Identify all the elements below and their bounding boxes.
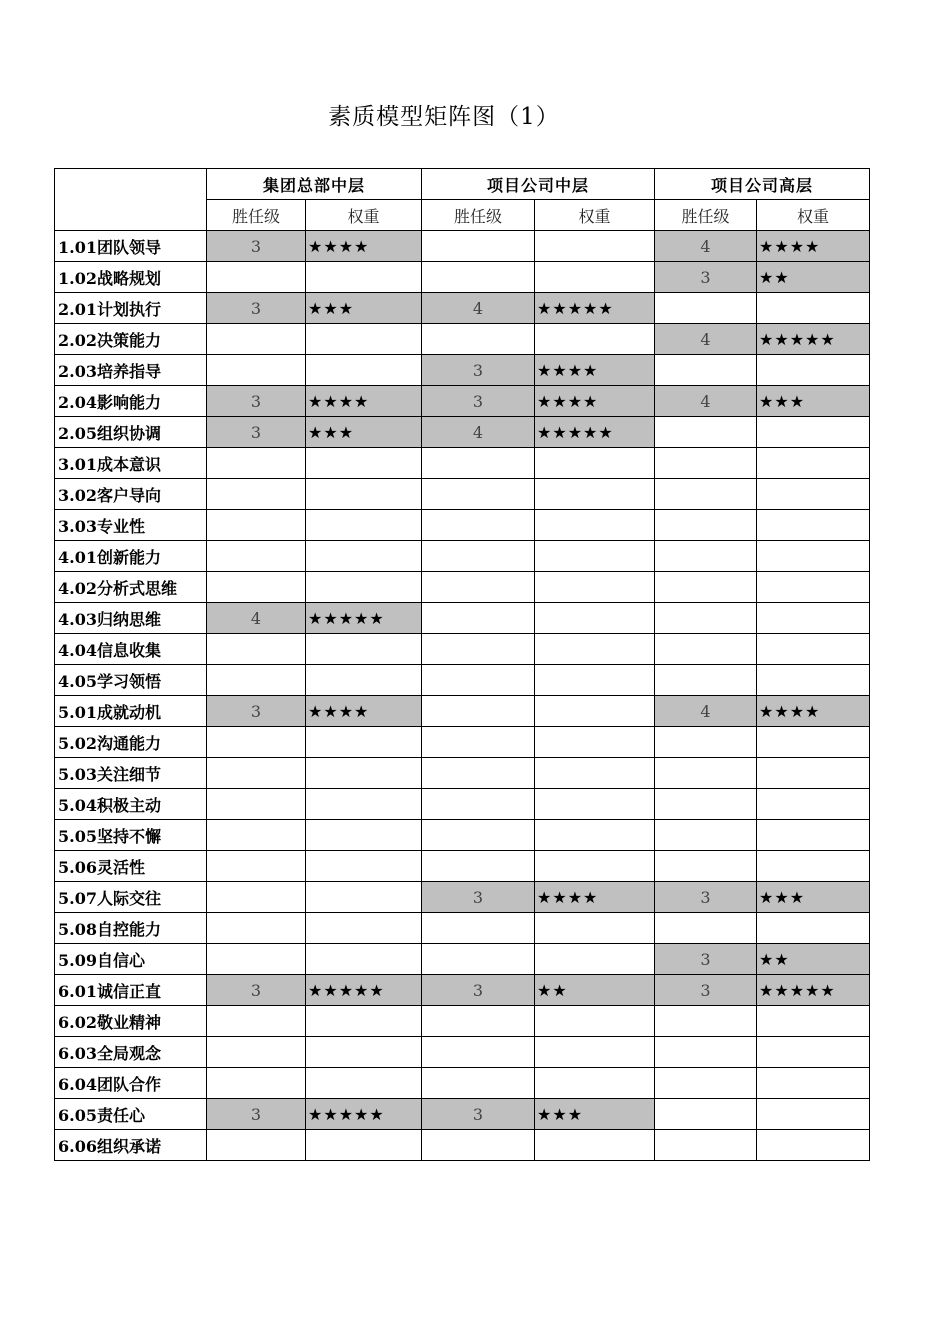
weight-stars-cell (757, 789, 870, 820)
weight-stars-cell: ★★★★★ (306, 1099, 422, 1130)
weight-stars-cell: ★★★ (306, 293, 422, 324)
weight-stars-cell: ★★★★ (535, 882, 655, 913)
level-cell (422, 913, 535, 944)
weight-stars-cell (535, 1006, 655, 1037)
level-cell (207, 820, 306, 851)
weight-stars-cell (306, 727, 422, 758)
competency-label: 5.04积极主动 (55, 789, 207, 820)
competency-label: 2.03培养指导 (55, 355, 207, 386)
level-cell (655, 448, 757, 479)
competency-label: 4.02分析式思维 (55, 572, 207, 603)
level-cell (207, 851, 306, 882)
sub-header-level: 胜任级 (207, 200, 306, 231)
weight-stars-cell (306, 944, 422, 975)
weight-stars-cell (535, 448, 655, 479)
level-cell (655, 634, 757, 665)
table-row (55, 665, 870, 696)
weight-stars-cell (535, 324, 655, 355)
weight-stars-cell (306, 634, 422, 665)
weight-stars-cell: ★★★★ (535, 355, 655, 386)
level-cell: 3 (207, 293, 306, 324)
weight-stars-cell (535, 541, 655, 572)
weight-stars-cell (757, 634, 870, 665)
weight-stars-cell (306, 851, 422, 882)
table-row (55, 975, 870, 1006)
level-cell (422, 1068, 535, 1099)
level-cell (655, 1099, 757, 1130)
level-cell (655, 572, 757, 603)
level-cell (655, 665, 757, 696)
competency-label: 6.01诚信正直 (55, 975, 207, 1006)
weight-stars-cell (535, 1037, 655, 1068)
table-row (55, 1130, 870, 1161)
weight-stars-cell (306, 479, 422, 510)
weight-stars-cell (757, 479, 870, 510)
competency-label: 6.03全局观念 (55, 1037, 207, 1068)
weight-stars-cell (535, 789, 655, 820)
level-cell (655, 851, 757, 882)
level-cell: 3 (655, 882, 757, 913)
weight-stars-cell: ★★★ (306, 417, 422, 448)
weight-stars-cell (757, 448, 870, 479)
weight-stars-cell (535, 231, 655, 262)
table-row (55, 572, 870, 603)
level-cell (655, 789, 757, 820)
competency-label: 3.03专业性 (55, 510, 207, 541)
level-cell: 3 (207, 696, 306, 727)
competency-label: 1.02战略规划 (55, 262, 207, 293)
level-cell (207, 1006, 306, 1037)
competency-matrix-table (54, 168, 870, 1161)
weight-stars-cell (757, 1037, 870, 1068)
level-cell (422, 727, 535, 758)
table-row (55, 293, 870, 324)
sub-header-weight: 权重 (306, 200, 422, 231)
competency-label: 5.08自控能力 (55, 913, 207, 944)
level-cell: 4 (655, 696, 757, 727)
competency-label: 1.01团队领导 (55, 231, 207, 262)
weight-stars-cell (306, 541, 422, 572)
weight-stars-cell (306, 820, 422, 851)
weight-stars-cell (535, 727, 655, 758)
table-row (55, 417, 870, 448)
level-cell (207, 665, 306, 696)
level-cell (207, 913, 306, 944)
table-row (55, 448, 870, 479)
level-cell (207, 1037, 306, 1068)
level-cell (207, 727, 306, 758)
competency-label: 5.06灵活性 (55, 851, 207, 882)
group-header-project-middle: 项目公司中层 (422, 169, 655, 200)
level-cell (422, 510, 535, 541)
level-cell (655, 1068, 757, 1099)
table-row (55, 1068, 870, 1099)
weight-stars-cell: ★★★ (757, 882, 870, 913)
table-row (55, 851, 870, 882)
level-cell (655, 913, 757, 944)
level-cell (422, 634, 535, 665)
weight-stars-cell (757, 1130, 870, 1161)
competency-label: 3.01成本意识 (55, 448, 207, 479)
table-row (55, 541, 870, 572)
level-cell (207, 262, 306, 293)
weight-stars-cell (757, 417, 870, 448)
group-header-row (55, 169, 870, 200)
weight-stars-cell (306, 510, 422, 541)
weight-stars-cell (757, 727, 870, 758)
level-cell (422, 231, 535, 262)
weight-stars-cell: ★★★ (535, 1099, 655, 1130)
level-cell (655, 727, 757, 758)
level-cell (655, 820, 757, 851)
table-row (55, 696, 870, 727)
table-row (55, 727, 870, 758)
weight-stars-cell: ★★★★ (757, 696, 870, 727)
level-cell (655, 1130, 757, 1161)
weight-stars-cell (306, 355, 422, 386)
table-row (55, 634, 870, 665)
competency-label: 2.05组织协调 (55, 417, 207, 448)
level-cell (422, 1037, 535, 1068)
level-cell (422, 603, 535, 634)
weight-stars-cell (757, 541, 870, 572)
level-cell (422, 820, 535, 851)
weight-stars-cell (535, 820, 655, 851)
weight-stars-cell (306, 572, 422, 603)
competency-label: 5.01成就动机 (55, 696, 207, 727)
weight-stars-cell (535, 1130, 655, 1161)
weight-stars-cell (535, 572, 655, 603)
weight-stars-cell (535, 665, 655, 696)
weight-stars-cell (306, 1037, 422, 1068)
level-cell (207, 479, 306, 510)
weight-stars-cell (306, 758, 422, 789)
level-cell (207, 324, 306, 355)
level-cell (422, 572, 535, 603)
weight-stars-cell (535, 479, 655, 510)
level-cell (207, 882, 306, 913)
weight-stars-cell (535, 696, 655, 727)
weight-stars-cell: ★★★★★ (757, 324, 870, 355)
weight-stars-cell (535, 758, 655, 789)
level-cell (207, 355, 306, 386)
sub-header-weight: 权重 (535, 200, 655, 231)
weight-stars-cell (757, 913, 870, 944)
level-cell: 3 (422, 386, 535, 417)
level-cell (655, 541, 757, 572)
weight-stars-cell (757, 603, 870, 634)
level-cell (207, 758, 306, 789)
level-cell (207, 789, 306, 820)
level-cell: 4 (655, 324, 757, 355)
weight-stars-cell (535, 603, 655, 634)
weight-stars-cell (306, 1006, 422, 1037)
weight-stars-cell: ★★ (535, 975, 655, 1006)
level-cell (422, 479, 535, 510)
competency-label: 6.06组织承诺 (55, 1130, 207, 1161)
weight-stars-cell: ★★★★★ (306, 603, 422, 634)
level-cell (207, 1068, 306, 1099)
weight-stars-cell (757, 820, 870, 851)
weight-stars-cell (306, 448, 422, 479)
table-row (55, 913, 870, 944)
level-cell (422, 696, 535, 727)
table-row (55, 944, 870, 975)
weight-stars-cell (306, 1130, 422, 1161)
weight-stars-cell (306, 262, 422, 293)
level-cell (207, 944, 306, 975)
weight-stars-cell: ★★ (757, 262, 870, 293)
level-cell (207, 572, 306, 603)
level-cell: 3 (422, 355, 535, 386)
weight-stars-cell (757, 665, 870, 696)
competency-label: 6.05责任心 (55, 1099, 207, 1130)
level-cell (422, 448, 535, 479)
level-cell: 4 (207, 603, 306, 634)
level-cell: 3 (207, 975, 306, 1006)
weight-stars-cell (306, 665, 422, 696)
competency-label: 4.05学习领悟 (55, 665, 207, 696)
level-cell: 3 (207, 386, 306, 417)
level-cell (422, 851, 535, 882)
competency-label: 4.01创新能力 (55, 541, 207, 572)
competency-label: 2.01计划执行 (55, 293, 207, 324)
competency-label: 5.03关注细节 (55, 758, 207, 789)
table-row (55, 1037, 870, 1068)
level-cell (422, 1130, 535, 1161)
level-cell (207, 1130, 306, 1161)
level-cell (422, 262, 535, 293)
weight-stars-cell: ★★★★★ (535, 293, 655, 324)
level-cell: 4 (655, 231, 757, 262)
weight-stars-cell (306, 913, 422, 944)
weight-stars-cell (535, 851, 655, 882)
weight-stars-cell (306, 882, 422, 913)
level-cell: 3 (207, 1099, 306, 1130)
level-cell (207, 448, 306, 479)
weight-stars-cell: ★★★★ (757, 231, 870, 262)
level-cell (422, 944, 535, 975)
weight-stars-cell (306, 1068, 422, 1099)
weight-stars-cell (757, 1068, 870, 1099)
weight-stars-cell (535, 1068, 655, 1099)
table-row (55, 324, 870, 355)
weight-stars-cell (535, 510, 655, 541)
sub-header-weight: 权重 (757, 200, 870, 231)
weight-stars-cell: ★★★ (757, 386, 870, 417)
table-row (55, 262, 870, 293)
sub-header-level: 胜任级 (655, 200, 757, 231)
level-cell: 4 (655, 386, 757, 417)
weight-stars-cell (535, 634, 655, 665)
competency-label: 5.02沟通能力 (55, 727, 207, 758)
level-cell (422, 541, 535, 572)
table-row (55, 386, 870, 417)
table-row (55, 882, 870, 913)
level-cell (655, 603, 757, 634)
table-row (55, 231, 870, 262)
table-row (55, 603, 870, 634)
level-cell: 4 (422, 293, 535, 324)
page-title: 素质模型矩阵图（1） (328, 104, 560, 130)
level-cell (655, 355, 757, 386)
weight-stars-cell (757, 758, 870, 789)
level-cell (655, 293, 757, 324)
level-cell (655, 1037, 757, 1068)
level-cell: 3 (207, 231, 306, 262)
group-header-project-senior: 项目公司高层 (655, 169, 870, 200)
level-cell (655, 417, 757, 448)
level-cell (422, 665, 535, 696)
competency-label: 5.05坚持不懈 (55, 820, 207, 851)
level-cell (655, 479, 757, 510)
corner-cell (55, 169, 207, 231)
competency-label: 5.07人际交往 (55, 882, 207, 913)
level-cell: 3 (655, 944, 757, 975)
level-cell: 4 (422, 417, 535, 448)
level-cell (655, 758, 757, 789)
sub-header-level: 胜任级 (422, 200, 535, 231)
weight-stars-cell (757, 572, 870, 603)
weight-stars-cell: ★★★★ (535, 386, 655, 417)
competency-label: 5.09自信心 (55, 944, 207, 975)
weight-stars-cell (757, 851, 870, 882)
competency-label: 4.03归纳思维 (55, 603, 207, 634)
level-cell (655, 510, 757, 541)
weight-stars-cell (757, 355, 870, 386)
competency-label: 4.04信息收集 (55, 634, 207, 665)
level-cell (207, 510, 306, 541)
table-row (55, 1099, 870, 1130)
competency-label: 6.04团队合作 (55, 1068, 207, 1099)
weight-stars-cell: ★★★★★ (757, 975, 870, 1006)
weight-stars-cell: ★★★★ (306, 231, 422, 262)
competency-label: 2.04影响能力 (55, 386, 207, 417)
level-cell (422, 1006, 535, 1037)
level-cell: 3 (207, 417, 306, 448)
level-cell (655, 1006, 757, 1037)
level-cell (422, 789, 535, 820)
table-row (55, 510, 870, 541)
level-cell: 3 (655, 262, 757, 293)
level-cell: 3 (422, 882, 535, 913)
group-header-hq-middle: 集团总部中层 (207, 169, 422, 200)
weight-stars-cell (757, 293, 870, 324)
weight-stars-cell (535, 913, 655, 944)
competency-label: 3.02客户导向 (55, 479, 207, 510)
level-cell (207, 634, 306, 665)
table-row (55, 1006, 870, 1037)
level-cell: 3 (422, 975, 535, 1006)
weight-stars-cell: ★★ (757, 944, 870, 975)
weight-stars-cell (757, 1099, 870, 1130)
weight-stars-cell (757, 510, 870, 541)
weight-stars-cell (535, 262, 655, 293)
weight-stars-cell (306, 789, 422, 820)
weight-stars-cell: ★★★★ (306, 386, 422, 417)
weight-stars-cell (535, 944, 655, 975)
competency-label: 6.02敬业精神 (55, 1006, 207, 1037)
weight-stars-cell (757, 1006, 870, 1037)
table-row (55, 479, 870, 510)
weight-stars-cell: ★★★★★ (306, 975, 422, 1006)
table-row (55, 758, 870, 789)
level-cell: 3 (422, 1099, 535, 1130)
competency-label: 2.02决策能力 (55, 324, 207, 355)
weight-stars-cell (306, 324, 422, 355)
table-row (55, 789, 870, 820)
weight-stars-cell: ★★★★ (306, 696, 422, 727)
table-row (55, 820, 870, 851)
level-cell (207, 541, 306, 572)
level-cell (422, 758, 535, 789)
weight-stars-cell: ★★★★★ (535, 417, 655, 448)
level-cell: 3 (655, 975, 757, 1006)
table-row (55, 355, 870, 386)
level-cell (422, 324, 535, 355)
